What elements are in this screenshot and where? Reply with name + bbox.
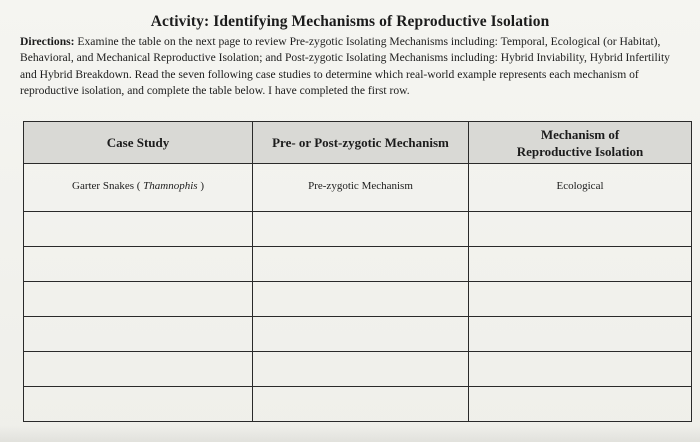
page-title: Activity: Identifying Mechanisms of Reproductive Isolation	[150, 13, 550, 30]
cell-mechanism-type[interactable]: Pre-zygotic Mechanism	[253, 164, 469, 212]
cell-case-study[interactable]	[24, 164, 253, 212]
cell-case-study[interactable]	[24, 317, 253, 352]
cell-mechanism-type[interactable]	[253, 282, 469, 317]
header-mechanism-type: Pre- or Post-zygotic Mechanism	[253, 122, 469, 164]
cell-mechanism-type[interactable]	[253, 317, 469, 352]
cell-mechanism-type[interactable]	[253, 247, 469, 282]
table-row	[24, 212, 692, 247]
cell-mechanism[interactable]	[469, 247, 692, 282]
header-mechanism-line1: Mechanism of	[540, 126, 620, 142]
cell-mechanism-type[interactable]	[253, 352, 469, 387]
table-row	[24, 282, 692, 317]
cell-mechanism[interactable]	[469, 282, 692, 317]
cell-mechanism[interactable]	[469, 352, 692, 387]
cell-case-study[interactable]	[24, 387, 253, 422]
table-row	[24, 164, 692, 212]
header-mechanism-line2: Reproductive Isolation	[516, 143, 644, 159]
cell-mechanism[interactable]	[469, 212, 692, 247]
cell-mechanism-type[interactable]	[253, 387, 469, 422]
cell-mechanism[interactable]	[469, 387, 692, 422]
cell-mechanism[interactable]	[469, 317, 692, 352]
case-study-prefix: Garter Snakes (	[72, 180, 144, 192]
directions-text: Examine the table on the next page to review Pre-zygotic Isolating Mechanisms including: Temporal, Ecological (or Habitat), Behavioral, and Mechanical Reproductive Isolation; and Post-zygotic Isolating Mechanisms including: Hybrid Inviability, Hybrid Infertility and Hybrid Breakdown. Read the seven following case studies to determine which real-world example represents each mechanism of reproductive isolation, and complete the table below. I have completed the first row.	[20, 35, 670, 98]
directions-paragraph	[20, 34, 688, 100]
cell-case-study[interactable]	[24, 352, 253, 387]
isolation-table	[23, 121, 692, 422]
table-row	[24, 317, 692, 352]
cell-mechanism[interactable]: Ecological	[469, 164, 692, 212]
cell-case-study[interactable]	[24, 247, 253, 282]
case-study-genus: Thamnophis	[143, 180, 198, 192]
cell-mechanism-type[interactable]	[253, 212, 469, 247]
table-header-row	[24, 122, 692, 164]
page-edge-shadow	[0, 425, 700, 442]
header-mechanism	[469, 122, 692, 164]
cell-case-study[interactable]	[24, 212, 253, 247]
case-study-suffix: )	[197, 180, 204, 192]
header-case-study: Case Study	[24, 122, 253, 164]
table-row	[24, 352, 692, 387]
table-row	[24, 387, 692, 422]
table-row	[24, 247, 692, 282]
directions-label: Directions:	[20, 35, 75, 48]
cell-case-study[interactable]	[24, 282, 253, 317]
